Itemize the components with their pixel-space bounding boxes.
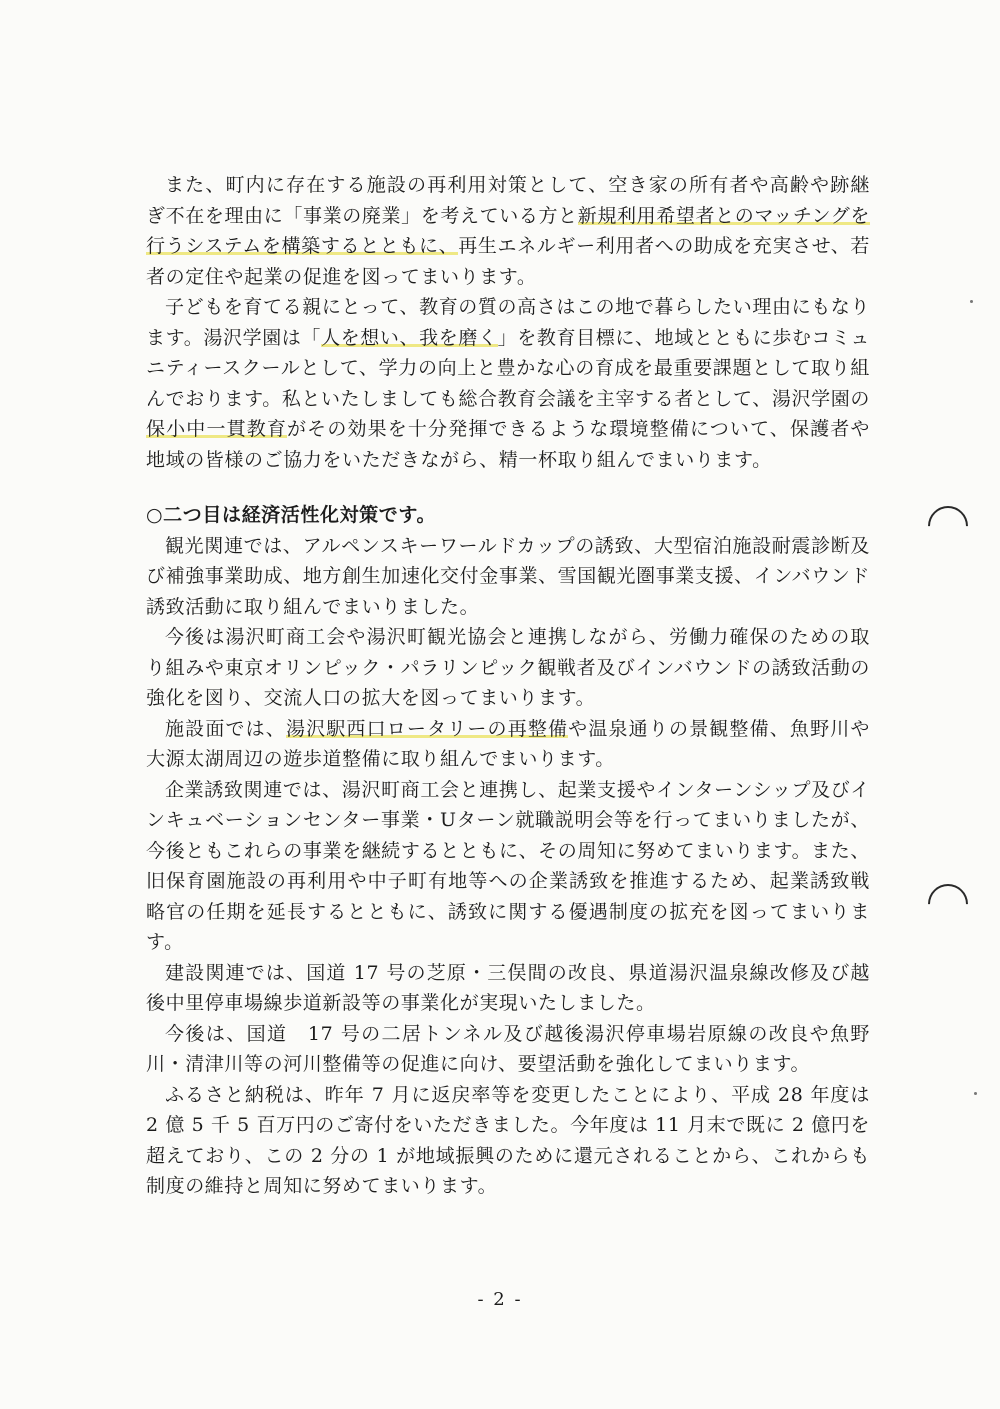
paragraph-business-attraction: 企業誘致関連では、湯沢町商工会と連携し、起業支援やインターンシップ及びインキュベーションセンター事業・Uターン就職説明会等を行ってまいりましたが、今後ともこれらの事業を継続するとともに、その周知に努めてまいります。また、旧保育園施設の再利用や中子町有地等への企業誘致を推進するため、起業誘致戦略官の任期を延長するとともに、誘致に関する優遇制度の拡充を図ってまいります。 — [146, 778, 870, 953]
highlight-matching-system: 新規利用希望者とのマッチングを行うシステムを構築するとともに、 — [146, 204, 871, 257]
paragraph-tourism: 観光関連では、アルペンスキーワールドカップの誘致、大型宿泊施設耐震診断及び補強事業助成、地方創生加速化交付金事業、雪国観光圏事業支援、インバウンド誘致活動に取り組んでまいりました。 — [146, 534, 870, 618]
page-number: - 2 - — [477, 1289, 523, 1310]
paragraph-construction: 建設関連では、国道 17 号の芝原・三俣間の改良、県道湯沢温泉線改修及び越後中里停車場線歩道新設等の事業化が実現いたしました。 — [146, 961, 870, 1014]
scan-speck — [970, 300, 973, 303]
paragraph-road-improvement: 今後は、国道 17 号の二居トンネル及び越後湯沢停車場岩原線の改良や魚野川・清津川等の河川整備等の促進に向け、要望活動を強化してまいります。 — [146, 1022, 870, 1075]
paragraph-facilities: 施設面では、湯沢駅西口ロータリーの再整備や温泉通りの景観整備、魚野川や大源太湖周辺の遊歩道整備に取り組んでまいります。 — [146, 717, 870, 770]
paragraph-hometown-tax: ふるさと納税は、昨年 7 月に返戻率等を変更したことにより、平成 28 年度は 2 億 5 千 5 百万円のご寄付をいただきました。今年度は 11 月末で既に 2 億円を超えており、この 2 分の 1 が地域振興のために還元されることから、これからも制度の維持と周知に努めてまいります。 — [146, 1083, 870, 1197]
body-text — [146, 170, 870, 1202]
paragraph-facility-reuse: また、町内に存在する施設の再利用対策として、空き家の所有者や高齢や跡継ぎ不在を理由に「事業の廃業」を考えている方と新規利用希望者とのマッチングを行うシステムを構築するとともに、再生エネルギー利用者への助成を充実させ、若者の定住や起業の促進を図ってまいります。 — [146, 174, 871, 288]
scan-speck — [974, 1092, 977, 1095]
punch-hole-mark — [920, 876, 977, 933]
section-heading: ○二つ目は経済活性化対策です。 — [146, 504, 437, 526]
paragraph-education: 子どもを育てる親にとって、教育の質の高さはこの地で暮らしたい理由にもなります。湯沢学園は「人を想い、我を磨く」を教育目標に、地域とともに歩むコミュニティースクールとして、学力の向上と豊かな心の育成を最重要課題として取り組んでおります。私といたしましても総合教育会議を主宰する者として、湯沢学園の保小中一貫教育がその効果を十分発揮できるような環境整備について、保護者や地域の皆様のご協力をいただきながら、精一杯取り組んでまいります。 — [146, 296, 870, 471]
highlight-education-goal: 人を想い、我を磨く — [321, 326, 498, 349]
paragraph-future-tourism: 今後は湯沢町商工会や湯沢町観光協会と連携しながら、労働力確保のための取り組みや東京オリンピック・パラリンピック観戦者及びインバウンドの誘致活動の強化を図り、交流人口の拡大を図ってまいります。 — [146, 626, 870, 709]
highlight-station-rotary: 湯沢駅西口ロータリーの再整備 — [285, 717, 569, 740]
highlight-integrated-education: 保小中一貫教育 — [146, 418, 288, 440]
punch-hole-mark — [920, 498, 977, 555]
